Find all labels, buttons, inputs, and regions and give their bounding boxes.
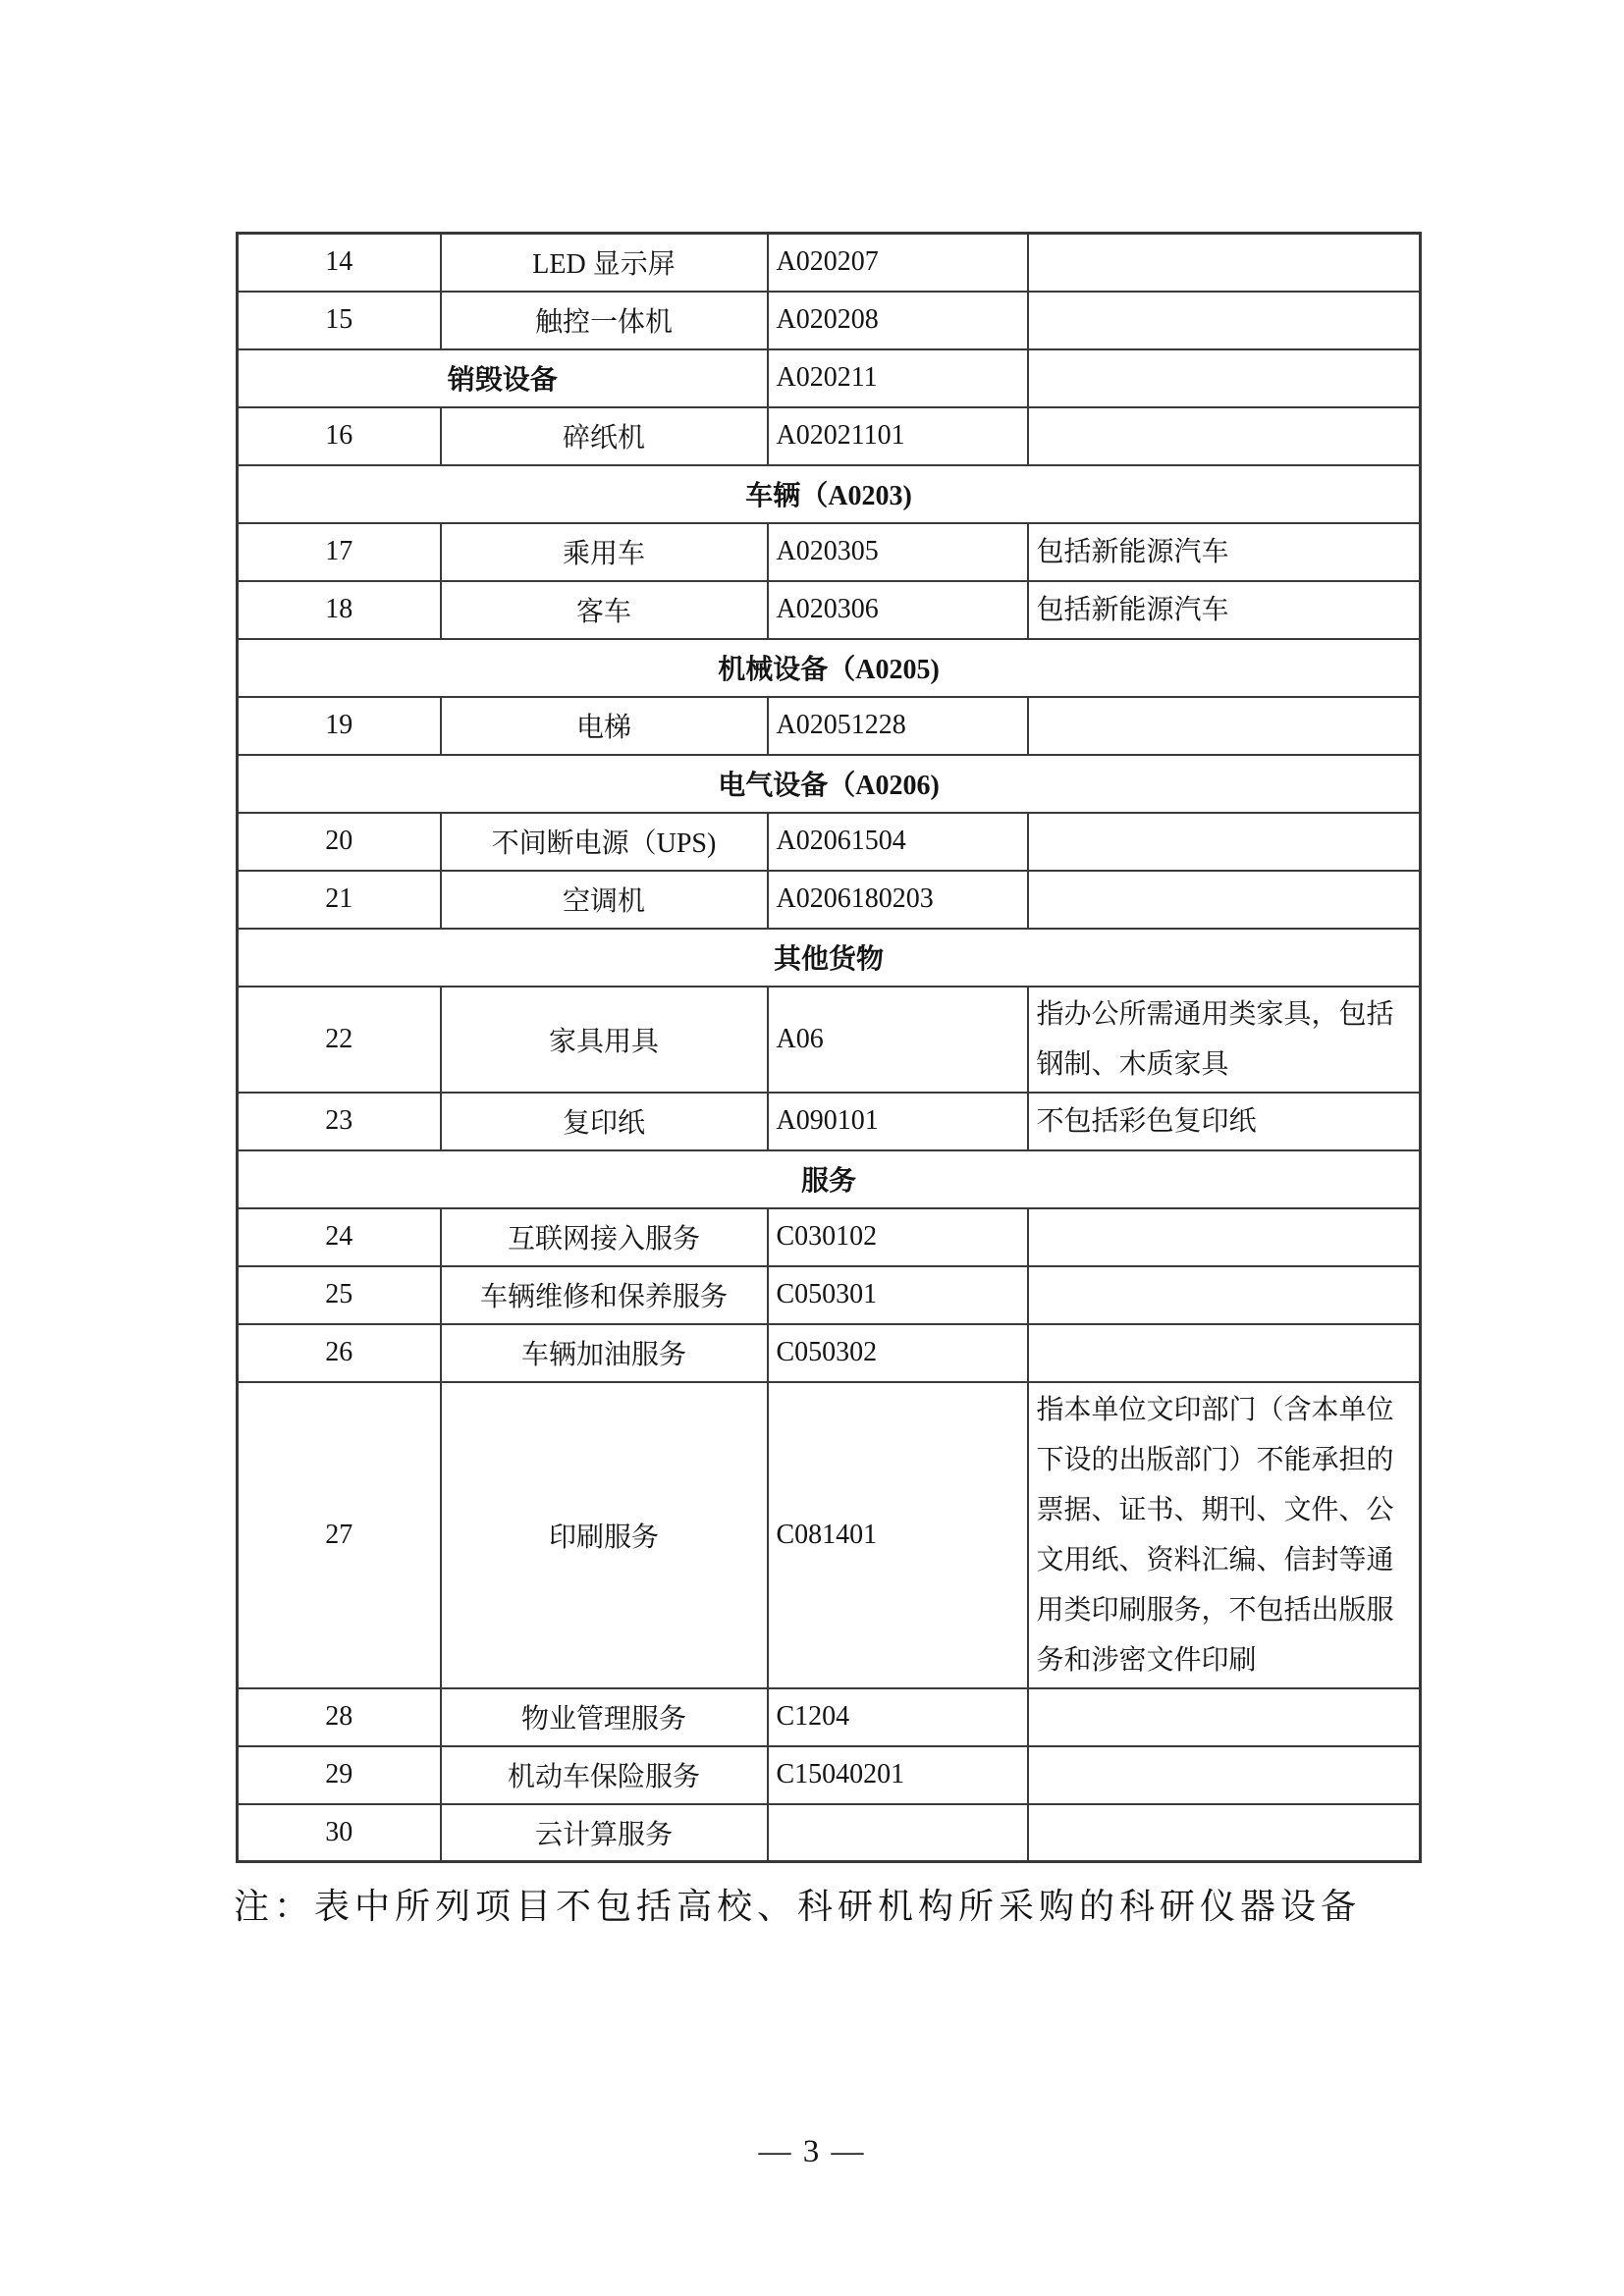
section-title: 其他货物 xyxy=(238,929,1421,987)
procurement-items-table xyxy=(236,232,1422,1863)
item-name: 复印纸 xyxy=(441,1093,768,1150)
item-number: 29 xyxy=(238,1746,441,1804)
item-number: 16 xyxy=(238,407,441,465)
table-row xyxy=(238,1382,1421,1688)
item-number: 25 xyxy=(238,1266,441,1324)
table-row xyxy=(238,1324,1421,1382)
table-row xyxy=(238,1688,1421,1746)
table-row xyxy=(238,1093,1421,1150)
item-name: 车辆加油服务 xyxy=(441,1324,768,1382)
item-number: 30 xyxy=(238,1804,441,1862)
item-remark xyxy=(1028,1688,1421,1746)
item-remark xyxy=(1028,1804,1421,1862)
table-row xyxy=(238,871,1421,929)
section-row xyxy=(238,929,1421,987)
item-remark xyxy=(1028,1208,1421,1266)
table-row xyxy=(238,813,1421,871)
item-code: A02021101 xyxy=(768,407,1028,465)
table-row xyxy=(238,581,1421,639)
item-number: 14 xyxy=(238,234,441,292)
subsection-title: 销毁设备 xyxy=(238,349,768,407)
item-remark: 包括新能源汽车 xyxy=(1028,581,1421,639)
item-name: 空调机 xyxy=(441,871,768,929)
table-row xyxy=(238,292,1421,349)
page-number: — 3 — xyxy=(758,2134,866,2169)
item-code: A090101 xyxy=(768,1093,1028,1150)
item-code: A020305 xyxy=(768,523,1028,581)
item-code: C081401 xyxy=(768,1382,1028,1688)
table-row xyxy=(238,407,1421,465)
item-name: 互联网接入服务 xyxy=(441,1208,768,1266)
item-name: 不间断电源（UPS) xyxy=(441,813,768,871)
subsection-row xyxy=(238,349,1421,407)
item-number: 26 xyxy=(238,1324,441,1382)
section-row xyxy=(238,1150,1421,1208)
item-remark xyxy=(1028,697,1421,755)
section-title: 电气设备（A0206) xyxy=(238,755,1421,813)
item-remark xyxy=(1028,349,1421,407)
item-code: A02061504 xyxy=(768,813,1028,871)
item-name: 物业管理服务 xyxy=(441,1688,768,1746)
item-number: 20 xyxy=(238,813,441,871)
item-number: 27 xyxy=(238,1382,441,1688)
item-number: 18 xyxy=(238,581,441,639)
section-title: 服务 xyxy=(238,1150,1421,1208)
table-row xyxy=(238,697,1421,755)
item-name: 云计算服务 xyxy=(441,1804,768,1862)
item-number: 22 xyxy=(238,987,441,1093)
item-code: C050301 xyxy=(768,1266,1028,1324)
item-remark xyxy=(1028,1324,1421,1382)
item-name: 碎纸机 xyxy=(441,407,768,465)
item-remark xyxy=(1028,813,1421,871)
item-code: C050302 xyxy=(768,1324,1028,1382)
item-number: 17 xyxy=(238,523,441,581)
item-name: 机动车保险服务 xyxy=(441,1746,768,1804)
item-remark: 包括新能源汽车 xyxy=(1028,523,1421,581)
item-remark xyxy=(1028,1266,1421,1324)
item-number: 21 xyxy=(238,871,441,929)
table-row xyxy=(238,1746,1421,1804)
item-code: C030102 xyxy=(768,1208,1028,1266)
item-code: C15040201 xyxy=(768,1746,1028,1804)
item-name: 印刷服务 xyxy=(441,1382,768,1688)
table-row xyxy=(238,1266,1421,1324)
section-row xyxy=(238,755,1421,813)
item-code: A0206180203 xyxy=(768,871,1028,929)
item-name: LED 显示屏 xyxy=(441,234,768,292)
item-code: A020211 xyxy=(768,349,1028,407)
table-row xyxy=(238,523,1421,581)
item-remark: 不包括彩色复印纸 xyxy=(1028,1093,1421,1150)
item-remark xyxy=(1028,871,1421,929)
item-code: A020306 xyxy=(768,581,1028,639)
table-row xyxy=(238,1208,1421,1266)
item-number: 19 xyxy=(238,697,441,755)
item-name: 电梯 xyxy=(441,697,768,755)
section-title: 机械设备（A0205) xyxy=(238,639,1421,697)
item-number: 15 xyxy=(238,292,441,349)
item-code: C1204 xyxy=(768,1688,1028,1746)
item-remark xyxy=(1028,234,1421,292)
item-name: 乘用车 xyxy=(441,523,768,581)
item-remark xyxy=(1028,1746,1421,1804)
item-name: 车辆维修和保养服务 xyxy=(441,1266,768,1324)
item-name: 触控一体机 xyxy=(441,292,768,349)
table-row xyxy=(238,987,1421,1093)
section-row xyxy=(238,639,1421,697)
procurement-table-body xyxy=(238,234,1421,1862)
item-code: A020208 xyxy=(768,292,1028,349)
item-number: 28 xyxy=(238,1688,441,1746)
item-code: A02051228 xyxy=(768,697,1028,755)
table-row xyxy=(238,1804,1421,1862)
item-remark xyxy=(1028,407,1421,465)
item-number: 24 xyxy=(238,1208,441,1266)
item-code: A06 xyxy=(768,987,1028,1093)
item-remark: 指本单位文印部门（含本单位下设的出版部门）不能承担的票据、证书、期刊、文件、公文用纸、资料汇编、信封等通用类印刷服务，不包括出版服务和涉密文件印刷 xyxy=(1028,1382,1421,1688)
item-name: 客车 xyxy=(441,581,768,639)
item-code xyxy=(768,1804,1028,1862)
section-row xyxy=(238,465,1421,523)
table-row xyxy=(238,234,1421,292)
section-title: 车辆（A0203) xyxy=(238,465,1421,523)
item-number: 23 xyxy=(238,1093,441,1150)
item-code: A020207 xyxy=(768,234,1028,292)
item-name: 家具用具 xyxy=(441,987,768,1093)
item-remark: 指办公所需通用类家具，包括钢制、木质家具 xyxy=(1028,987,1421,1093)
item-remark xyxy=(1028,292,1421,349)
table-note: 注：表中所列项目不包括高校、科研机构所采购的科研仪器设备 xyxy=(234,1887,1362,1926)
